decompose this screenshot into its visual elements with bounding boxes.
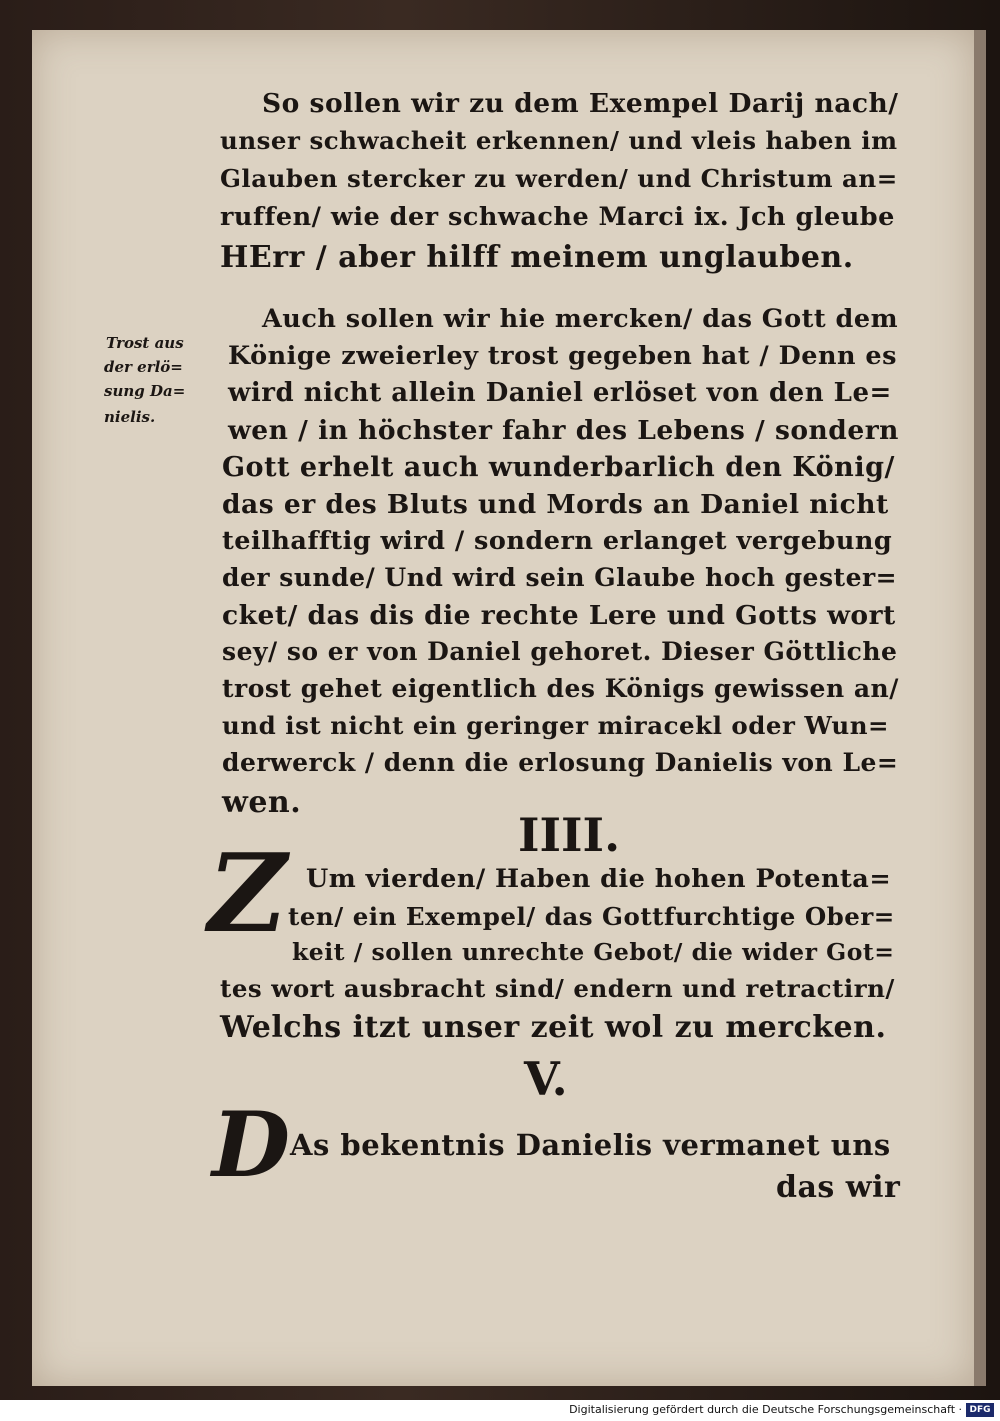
- text-line: trost gehet eigentlich des Königs gewissen an/: [222, 674, 899, 703]
- margin-note-line: Trost aus: [106, 334, 184, 352]
- text-line: keit / sollen unrechte Gebot/ die wider Got=: [292, 938, 895, 966]
- text-line: der sunde/ Und wird sein Glaube hoch gester=: [222, 563, 898, 592]
- text-line: Glauben stercker zu werden/ und Christum an=: [220, 164, 898, 193]
- margin-note-line: der erlö=: [104, 358, 183, 376]
- text-line: sey/ so er von Daniel gehoret. Dieser Göttliche: [222, 637, 898, 666]
- text-line: unser schwacheit erkennen/ und vleis haben im: [220, 126, 898, 155]
- text-line: ruffen/ wie der schwache Marci ix. Jch gleube: [220, 202, 895, 232]
- page-edge: [974, 30, 986, 1386]
- text-line: derwerck / denn die erlosung Danielis von Le=: [222, 748, 899, 777]
- text-line: das er des Bluts und Mords an Daniel nicht: [222, 489, 889, 520]
- text-line: wen.: [222, 785, 302, 820]
- text-line: So sollen wir zu dem Exempel Darij nach/: [262, 88, 899, 119]
- decorated-initial: D: [212, 1092, 291, 1198]
- text-line: und ist nicht ein geringer miracekl oder Wun=: [222, 711, 890, 740]
- decorated-initial: Z: [208, 831, 287, 957]
- footer-credit: Digitalisierung gefördert durch die Deutsche Forschungsgemeinschaft ·: [569, 1403, 962, 1416]
- text-line: wird nicht allein Daniel erlöset von den Le=: [228, 378, 892, 408]
- margin-note-line: nielis.: [104, 408, 156, 426]
- catchword: das wir: [776, 1170, 901, 1205]
- text-line: tes wort ausbracht sind/ endern und retractirn/: [220, 974, 895, 1003]
- text-line: Könige zweierley trost gegeben hat / Denn es: [228, 341, 897, 371]
- text-line: As bekentnis Danielis vermanet uns: [290, 1128, 891, 1162]
- section-number-4: IIII.: [518, 808, 621, 862]
- text-line: cket/ das dis die rechte Lere und Gotts wort: [222, 600, 896, 631]
- footer-bar: [0, 1400, 1000, 1421]
- text-line: ten/ ein Exempel/ das Gottfurchtige Ober=: [288, 902, 895, 931]
- text-line: wen / in höchster fahr des Lebens / sondern: [228, 415, 899, 446]
- text-line: Welchs itzt unser zeit wol zu mercken.: [220, 1010, 887, 1045]
- section-number-5: V.: [524, 1052, 568, 1106]
- text-line: Um vierden/ Haben die hohen Potenta=: [306, 864, 892, 894]
- text-line: HErr / aber hilff meinem unglauben.: [220, 240, 854, 275]
- dfg-logo: DFG: [966, 1403, 994, 1417]
- text-line: Auch sollen wir hie mercken/ das Gott dem: [262, 304, 899, 334]
- text-line: teilhafftig wird / sondern erlanget vergebung: [222, 526, 893, 556]
- text-line: Gott erhelt auch wunderbarlich den König/: [222, 452, 895, 483]
- margin-note-line: sung Da=: [104, 382, 186, 400]
